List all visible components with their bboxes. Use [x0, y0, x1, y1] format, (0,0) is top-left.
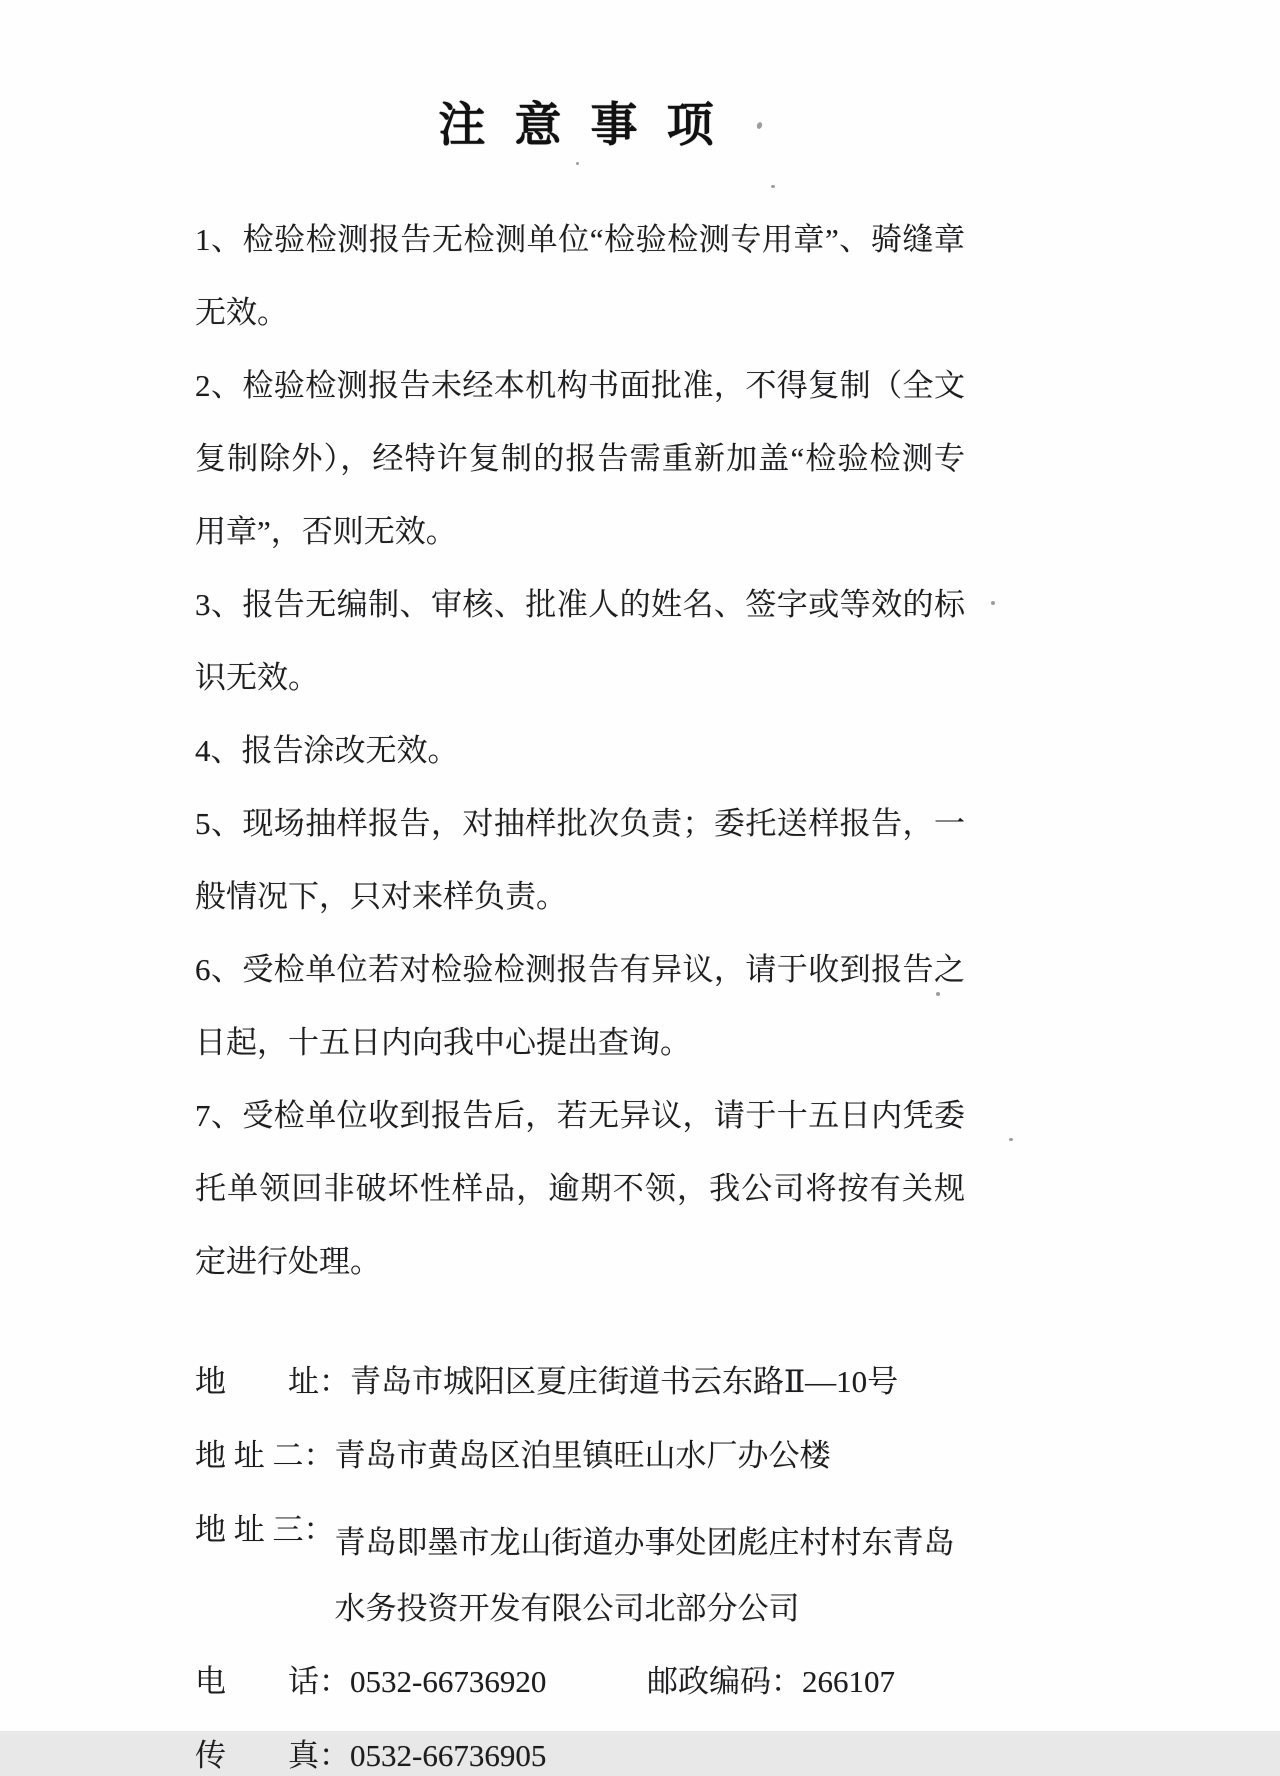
page-title: 注 意 事 项: [438, 98, 722, 151]
note-item-3: 3、报告无编制、审核、批准人的姓名、签字或等效的标识无效。: [195, 587, 965, 695]
scan-speck: [936, 992, 940, 996]
fax-row: [195, 1736, 965, 1776]
phone-label: 电 话：: [195, 1664, 350, 1699]
address2-label: 地 址 二：: [195, 1438, 335, 1473]
address-row-3: [195, 1510, 965, 1642]
fax-value: 0532-66736905: [350, 1738, 547, 1773]
scan-speck: [576, 162, 579, 165]
note-item-2: 2、检验检测报告未经本机构书面批准，不得复制（全文复制除外），经特许复制的报告需重新加盖“检验检测专用章”，否则无效。: [195, 368, 965, 549]
note-item-7: 7、受检单位收到报告后，若无异议，请于十五日内凭委托单领回非破坏性样品，逾期不领，我公司将按有关规定进行处理。: [195, 1098, 965, 1279]
phone-value: 0532-66736920: [350, 1664, 547, 1699]
postal-code-label: 邮政编码：: [647, 1664, 802, 1699]
fax-label: 传 真：: [195, 1738, 350, 1773]
note-item-5: 5、现场抽样报告，对抽样批次负责；委托送样报告，一般情况下，只对来样负责。: [195, 806, 965, 914]
address-row-2: [195, 1436, 965, 1476]
phone-pair: [195, 1662, 647, 1702]
scan-speck: [771, 185, 775, 188]
address3-value: 青岛即墨市龙山街道办事处团彪庄村村东青岛水务投资开发有限公司北部分公司: [334, 1525, 955, 1626]
scan-speck: [991, 601, 995, 605]
address-row-1: [195, 1362, 965, 1402]
note-item-6: 6、受检单位若对检验检测报告有异议，请于收到报告之日起，十五日内向我中心提出查询。: [195, 952, 965, 1060]
note-item-4: 4、报告涂改无效。: [195, 733, 459, 768]
postal-code-value: 266107: [802, 1664, 895, 1699]
contact-block: [195, 1362, 965, 1776]
notes-list: [195, 203, 965, 1298]
address2-value: 青岛市黄岛区泊里镇旺山水厂办公楼: [334, 1438, 831, 1473]
address1-label: 地 址：: [195, 1364, 350, 1399]
scan-speck: [1009, 1138, 1013, 1141]
note-item-1: 1、检验检测报告无检测单位“检验检测专用章”、骑缝章无效。: [195, 222, 965, 330]
phone-postal-row: [195, 1662, 965, 1702]
postal-pair: [647, 1662, 895, 1702]
address3-label: 地 址 三：: [195, 1512, 335, 1547]
address1-value: 青岛市城阳区夏庄街道书云东路Ⅱ—10号: [350, 1364, 899, 1399]
